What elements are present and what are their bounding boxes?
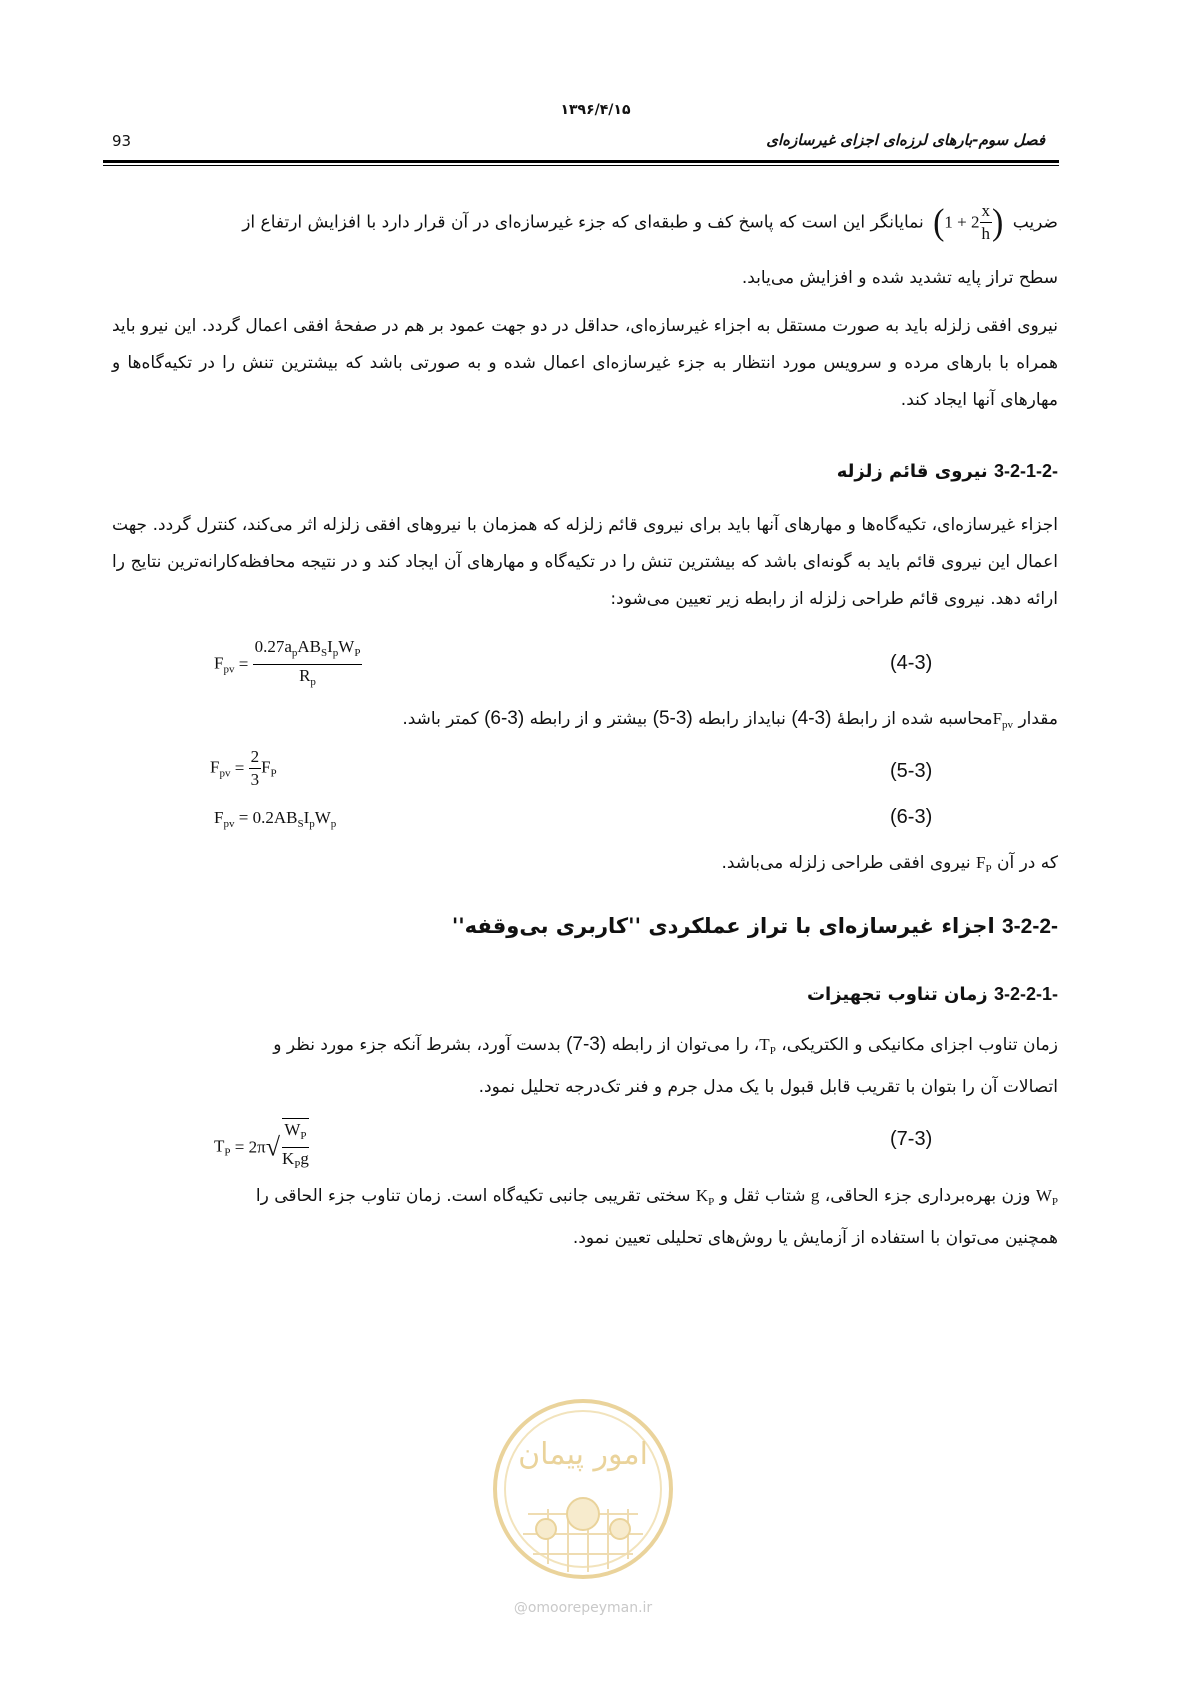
- chapter-title: فصل سوم-بارهای لرزه‌ای اجزای غیرسازه‌ای: [766, 131, 1045, 149]
- equation-number-7-3: (7-3): [890, 1128, 933, 1150]
- period-line1: زمان تناوب اجزای مکانیکی و الکتریکی، $T_P،$ را می‌توان از رابطه (7-3) بدست آورد، بشرط آنکه جزء مورد نظر و: [273, 1034, 1058, 1057]
- intro-word-coef: ضریب: [1012, 212, 1058, 233]
- equation-number-6-3: (6-3): [890, 806, 933, 828]
- vertical-force-para: اجزاء غیرسازه‌ای، تکیه‌گاه‌ها و مهارهای آنها باید برای نیروی قائم زلزله که همزمان با نیروهای افقی زلزله اثر می‌کند، کنترل گردد. جهت اعمال این نیروی قائم باید به گونه‌ای باشد که بیشترین تنش را در تکیه‌گاه و مهارهای آن ایجاد کند و در نتیجه محافظه‌کارانه‌ترین نتایج را ارائه دهد. نیروی قائم طراحی زلزله از رابطه زیر تعیین می‌شود:: [112, 515, 1058, 609]
- equation-7-3: $T_P = 2\pi√$ $\frac{W_P}{K_Pg}$: [214, 1118, 309, 1176]
- fp-definition: که در آن $F_P$ نیروی افقی طراحی زلزله می‌باشد.: [721, 853, 1058, 875]
- header-rule-thick: [103, 160, 1059, 163]
- intro-line1: [242, 200, 1058, 245]
- watermark-logo: [488, 1394, 678, 1589]
- heading-equipment-period: 3-2-2-1- زمان تناوب تجهیزات: [806, 984, 1058, 1005]
- equation-4-3: $F_{pv}$ = $\frac{0.27a_pAB_SI_pW_P}{R_p}$: [214, 637, 361, 688]
- period-line2: اتصالات آن را بتوان با تقریب قابل قبول با یک مدل جرم و فنر تک‌درجه تحلیل نمود.: [478, 1077, 1058, 1097]
- definitions-line1: $W_P$ وزن بهره‌برداری جزء الحاقی، g شتاب ثقل و $K_P$ سختی تقریبی جانبی تکیه‌گاه است. زمان تناوب جزء الحاقی را: [255, 1186, 1058, 1208]
- equation-5-3: $F_{pv}$ = $\frac{2}{3}$ $F_P$: [210, 747, 277, 789]
- header-rule-thin: [103, 165, 1059, 166]
- header-date: ۱۳۹۶/۴/۱۵: [560, 102, 631, 118]
- intro-para2: نیروی افقی زلزله باید به صورت مستقل به اجزاء غیرسازه‌ای، حداقل در دو جهت عمود بر هم در صفحهٔ افقی اعمال گردد. این نیرو باید همراه با بارهای مرده و سرویس مورد انتظار به جزء غیرسازه‌ای اعمال شده و به صورتی باشد که بیشترین تنش را در تکیه‌گاه‌ها و مهارهای آنها ایجاد کند.: [112, 316, 1058, 410]
- intro-line2: سطح تراز پایه تشدید شده و افزایش می‌یابد.: [741, 268, 1058, 288]
- equation-number-5-3: (5-3): [890, 760, 933, 782]
- intro-line1-text: نمایانگر این است که پاسخ کف و طبقه‌ای که جزء غیرسازه‌ای در آن قرار دارد با افزایش ارتفاع از: [242, 212, 924, 233]
- heading-continuous-use: 3-2-2- اجزاء غیرسازه‌ای با تراز عملکردی ''کاربری بی‌وقفه'': [451, 914, 1058, 938]
- equation-6-3: $F_{pv} = 0.2AB_SI_pW_p$: [214, 808, 337, 830]
- limits-line: مقدار $F_{pv}محاسبه$ شده از رابطهٔ (4-3) نبایداز رابطه (5-3) بیشتر و از رابطه (6-3) کمتر باشد.: [402, 708, 1058, 731]
- heading-vertical-force: 3-2-1-2- نیروی قائم زلزله: [836, 461, 1058, 482]
- factor-formula: (1 + 2 $\frac{x}{h}$ ): [933, 201, 1004, 243]
- equation-number-4-3: (4-3): [890, 652, 933, 674]
- watermark-text: @omoorepeyman.ir: [513, 1600, 653, 1616]
- page-number: 93: [112, 132, 132, 150]
- watermark-logo-text: امور پیمان: [518, 1437, 648, 1472]
- definitions-line2: همچنین می‌توان با استفاده از آزمایش یا روش‌های تحلیلی تعیین نمود.: [572, 1228, 1058, 1248]
